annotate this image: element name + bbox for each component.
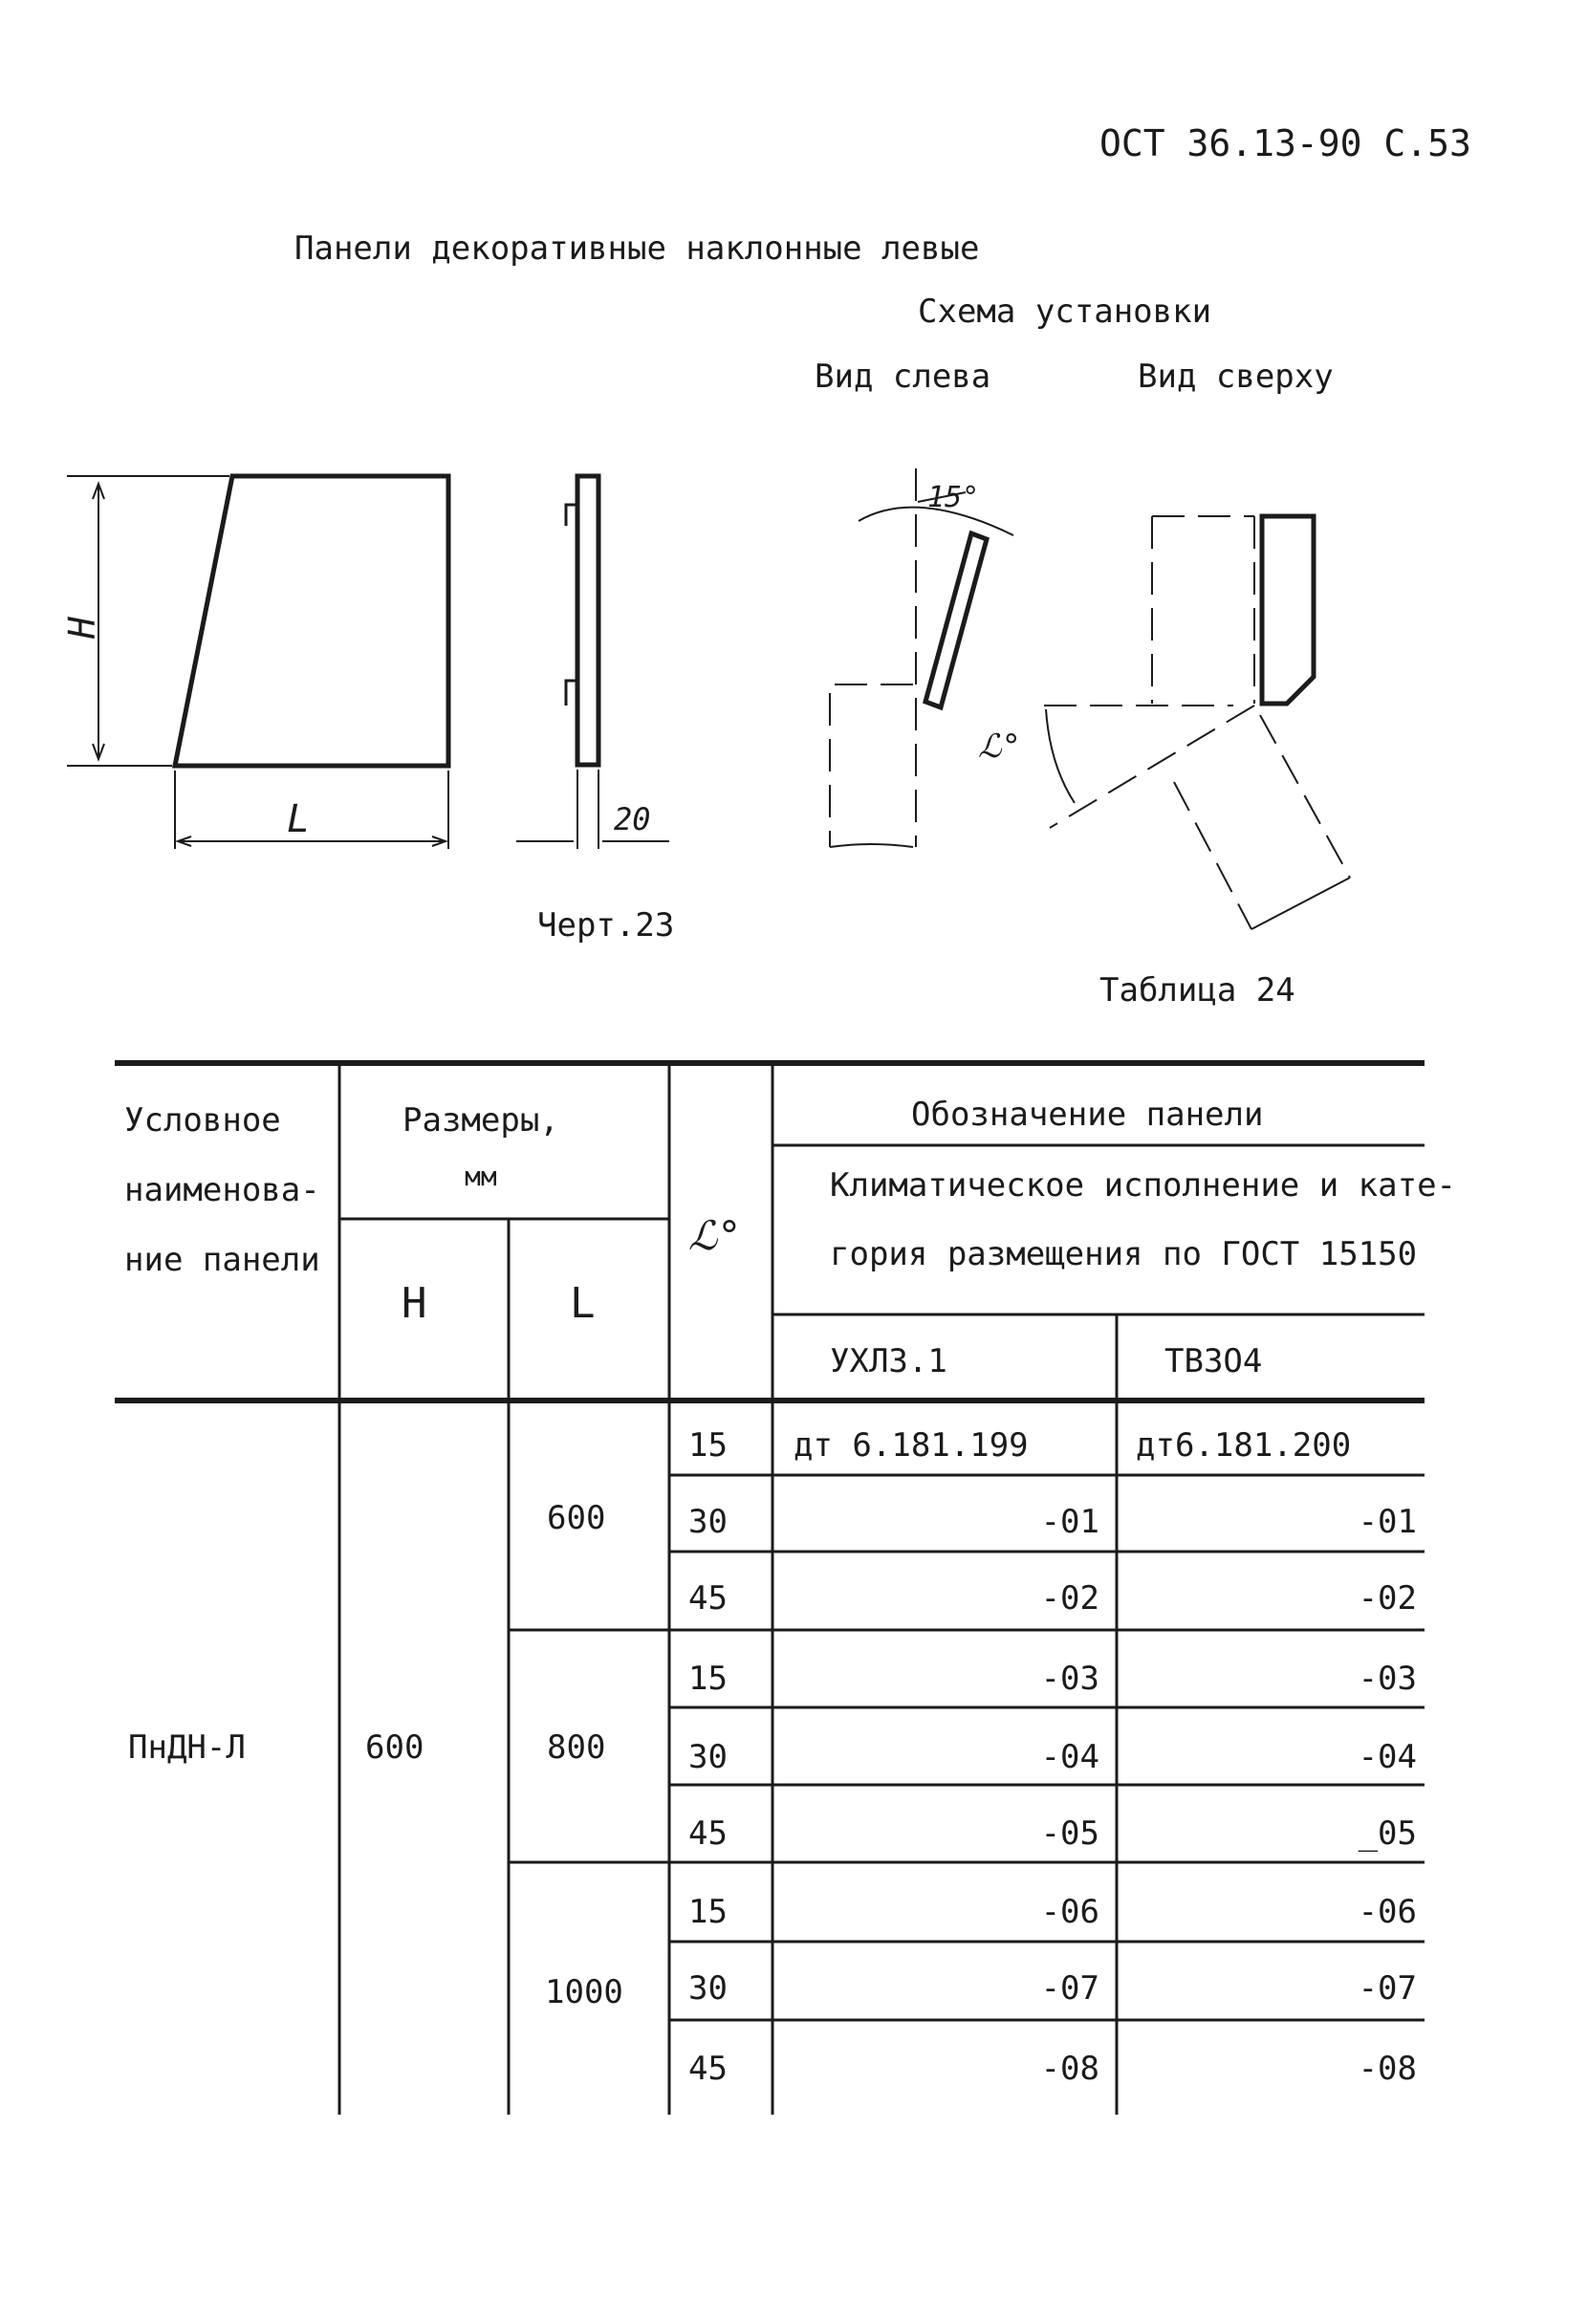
row-angle: 15 bbox=[688, 1426, 728, 1465]
drawing-caption: Черт.23 bbox=[537, 906, 675, 945]
document-code: ОСТ 36.13-90 С.53 bbox=[1099, 122, 1471, 164]
row-tv-designation: -07 bbox=[1358, 1969, 1417, 2008]
header-alpha: ℒ° bbox=[688, 1212, 742, 1259]
label-20: 20 bbox=[614, 801, 651, 837]
row-uhl-designation: -01 bbox=[1040, 1503, 1099, 1541]
row-tv-designation: дт6.181.200 bbox=[1136, 1426, 1352, 1465]
header-name-line-1: Условное bbox=[124, 1101, 281, 1140]
header-l: L bbox=[570, 1279, 596, 1328]
label-15-degrees: 15° bbox=[927, 481, 980, 514]
row-angle: 15 bbox=[688, 1893, 728, 1931]
row-tv-designation: -04 bbox=[1358, 1738, 1417, 1776]
label-alpha-degrees: ℒ° bbox=[978, 728, 1021, 766]
row-uhl-designation: -04 bbox=[1040, 1738, 1099, 1776]
row-angle: 45 bbox=[688, 1814, 728, 1853]
row-uhl-designation: -02 bbox=[1040, 1579, 1099, 1618]
row-tv-designation: _05 bbox=[1358, 1814, 1417, 1853]
header-col-uhl: УХЛ3.1 bbox=[830, 1342, 947, 1380]
row-uhl-designation: -07 bbox=[1040, 1969, 1099, 2008]
label-h: H bbox=[61, 617, 103, 639]
header-climate-line-2: гория размещения по ГОСТ 15150 bbox=[830, 1235, 1418, 1273]
header-name-line-2: наименова- bbox=[124, 1171, 320, 1209]
label-l: L bbox=[287, 797, 311, 841]
length-group-3: 1000 bbox=[545, 1973, 623, 2011]
header-name-line-3: ние панели bbox=[124, 1241, 320, 1279]
table-title: Таблица 24 bbox=[1099, 971, 1295, 1010]
row-angle: 45 bbox=[688, 1579, 728, 1618]
header-sizes: Размеры, bbox=[402, 1101, 559, 1140]
row-uhl-designation: -05 bbox=[1040, 1814, 1099, 1853]
panel-name: ПнДН-Л bbox=[128, 1728, 246, 1767]
row-uhl-designation: -06 bbox=[1040, 1893, 1099, 1931]
page-title: Панели декоративные наклонные левые bbox=[294, 229, 980, 268]
row-angle: 45 bbox=[688, 2050, 728, 2088]
header-designation: Обозначение панели bbox=[911, 1096, 1264, 1134]
row-tv-designation: -06 bbox=[1358, 1893, 1417, 1931]
header-climate-line-1: Климатическое исполнение и кате- bbox=[830, 1166, 1457, 1205]
length-group-2: 800 bbox=[547, 1728, 606, 1767]
length-group-1: 600 bbox=[547, 1499, 606, 1537]
row-tv-designation: -03 bbox=[1358, 1660, 1417, 1698]
row-tv-designation: -02 bbox=[1358, 1579, 1417, 1618]
header-col-tv: ТВ3О4 bbox=[1164, 1342, 1263, 1380]
view-top-label: Вид сверху bbox=[1138, 358, 1334, 396]
row-uhl-designation: -03 bbox=[1040, 1660, 1099, 1698]
row-tv-designation: -08 bbox=[1358, 2050, 1417, 2088]
row-tv-designation: -01 bbox=[1358, 1503, 1417, 1541]
header-h: H bbox=[402, 1279, 427, 1328]
row-uhl-designation: -08 bbox=[1040, 2050, 1099, 2088]
panel-height: 600 bbox=[365, 1728, 424, 1767]
view-left-label: Вид слева bbox=[815, 358, 991, 396]
row-angle: 30 bbox=[688, 1969, 728, 2008]
row-uhl-designation: дт 6.181.199 bbox=[794, 1426, 1029, 1465]
scheme-title: Схема установки bbox=[918, 293, 1212, 331]
row-angle: 30 bbox=[688, 1503, 728, 1541]
row-angle: 30 bbox=[688, 1738, 728, 1776]
header-units: мм bbox=[465, 1161, 497, 1192]
row-angle: 15 bbox=[688, 1660, 728, 1698]
